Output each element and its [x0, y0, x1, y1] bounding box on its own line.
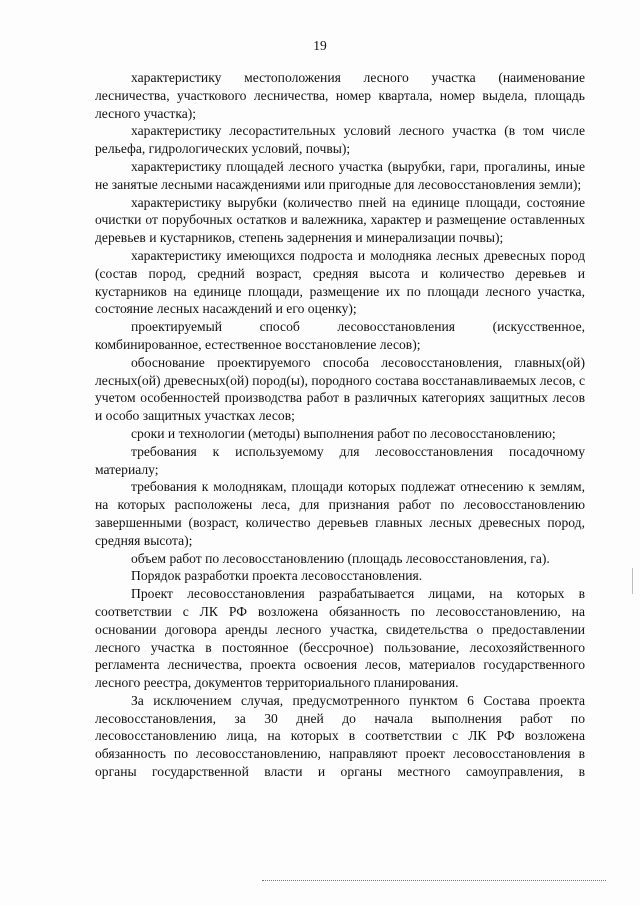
scan-artifact [632, 568, 633, 594]
paragraph-volume: объем работ по лесовосстановлению (площадь лесовосстановления, га). [131, 550, 550, 566]
paragraph-growing-conditions: характеристику лесорастительных условий лесного участка (в том числе рельефа, гидрологических условий, почвы); [95, 123, 585, 157]
paragraph-undergrowth: характеристику имеющихся подроста и молодняка лесных древесных пород (состав пород, средний возраст, средняя высота и количество деревьев и кустарников на единице площади, размещение их по площади лесного участка, состояние лесных насаждений и его оценку); [95, 247, 585, 317]
paragraph-timing: сроки и технологии (методы) выполнения работ по лесовосстановлению; [131, 425, 556, 441]
paragraph-project-development: Проект лесовосстановления разрабатывается лицами, на которых в соответствии с ЛК РФ возложена обязанность по лесовосстановлению, на основании договора аренды лесного участка, свидетельства о предоставлении лесного участка в постоянное (бессрочное) пользование, лесохозяйственного регламента лесничества, проекта освоения лесов, материалов государственного лесного реестра, документов территориального планирования. [95, 586, 585, 691]
paragraph-location: характеристику местоположения лесного участка (наименование лесничества, участкового лесничества, номер квартала, номер выдела, площадь лесного участка); [95, 70, 585, 121]
paragraph-clearcut: характеристику вырубки (количество пней на единице площади, состояние очистки от порубочных остатков и валежника, характер и размещение оставленных деревьев и кустарников, степень задернения и минерализации почвы); [95, 194, 585, 246]
page-number: 19 [313, 38, 327, 53]
bottom-dotted-rule [262, 880, 606, 881]
paragraph-procedure-heading: Порядок разработки проекта лесовосстановления. [131, 568, 423, 584]
paragraph-submission: За исключением случая, предусмотренного пунктом 6 Состава проекта лесовосстановления, за 30 дней до начала выполнения работ по лесовосстановлению лица, на которых в соответствии с ЛК РФ возложена обязанность по лесовосстановлению, направляют проект лесовосстановления в органы государственной власти и органы местного самоуправления, в [95, 692, 585, 780]
paragraph-method: проектируемый способ лесовосстановления (искусственное, комбинированное, естественное восстановление лесов); [95, 319, 585, 352]
paragraph-areas: характеристику площадей лесного участка (вырубки, гари, прогалины, иные не занятые лесными насаждениями или пригодные для лесовосстановления земли); [95, 158, 585, 192]
paragraph-planting-material: требования к используемому для лесовосстановления посадочному материалу; [95, 443, 585, 477]
paragraph-young-stands: требования к молоднякам, площади которых подлежат отнесению к землям, на которых расположены леса, для признания работ по лесовосстановлению завершенными (возраст, количество деревьев главных лесных древесных пород, средняя высота); [95, 479, 585, 548]
document-body [95, 69, 585, 781]
paragraph-justification: обоснование проектируемого способа лесовосстановления, главных(ой) лесных(ой) древесных(ой) пород(ы), породного состава восстанавливаемых лесов, с учетом особенностей производства работ в различных категориях защитных лесов и особо защитных участках лесов; [95, 354, 585, 424]
